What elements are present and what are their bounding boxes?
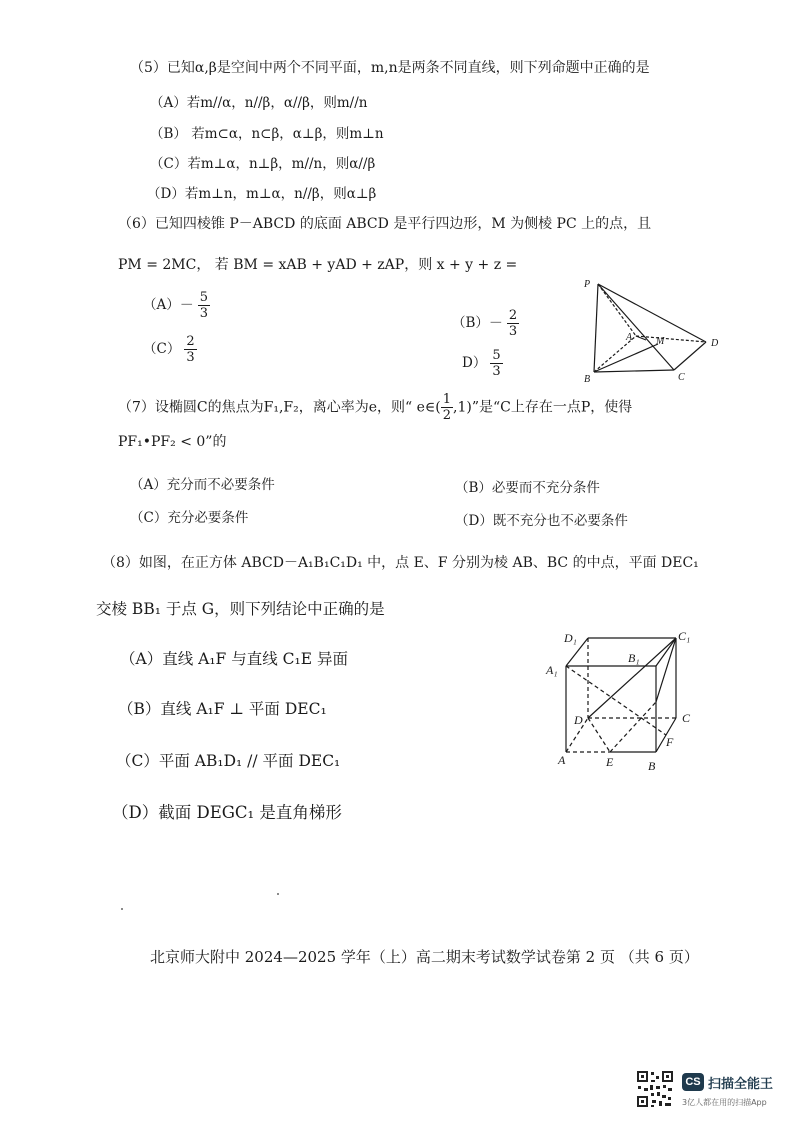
q6-option-d-den: 3	[492, 364, 501, 379]
pyramid-label-c: C	[678, 372, 685, 383]
scan-speck	[121, 908, 123, 910]
q6-stem-line2: PM = 2MC， 若 BM = xAB + yAD + zAP，则 x + y + z =	[118, 257, 518, 273]
q6-option-b-sign: －	[488, 315, 503, 332]
q6-option-a-label: （A）	[143, 297, 180, 313]
q6-option-a-num: 5	[199, 290, 209, 305]
q6-option-b-den: 3	[508, 324, 518, 339]
q6-option-c-num: 2	[186, 334, 195, 349]
cube-label-a: A	[558, 753, 566, 767]
qr-code-icon	[636, 1070, 674, 1108]
q8-option-a: （A）直线 A₁F 与直线 C₁E 异面	[120, 650, 348, 668]
q5-option-d: （D）若m⊥n，m⊥α，n//β，则α⊥β	[147, 186, 377, 202]
camscanner-badge: CS	[682, 1073, 704, 1091]
pyramid-figure	[578, 274, 728, 390]
q5-stem: （5）已知α,β是空间中两个不同平面，m,n是两条不同直线，则下列命题中正确的是	[130, 60, 650, 76]
q7-stem-line2: PF₁•PF₂ < 0”的	[118, 434, 227, 450]
q6-option-c-den: 3	[186, 350, 195, 365]
pyramid-label-p: P	[584, 279, 591, 290]
q7-option-a: （A）充分而不必要条件	[130, 477, 275, 493]
q5-option-c: （C）若m⊥α，n⊥β，m//n，则α//β	[150, 156, 376, 172]
q6-option-d-fraction	[490, 348, 502, 379]
q6-option-c-fraction	[184, 334, 196, 365]
q6-option-b-label: （B）	[452, 315, 489, 331]
q5-option-a: （A）若m//α，n//β，α//β，则m//n	[150, 95, 368, 111]
cube-figure	[530, 624, 710, 774]
camscanner-brand: 扫描全能王	[708, 1077, 774, 1092]
q6-option-d-num: 5	[492, 348, 501, 363]
pyramid-label-m: M	[656, 336, 665, 347]
cube-label-d: D	[574, 713, 583, 727]
q6-option-b	[452, 308, 519, 339]
q6-option-b-fraction	[507, 308, 519, 339]
q7-fraction-den: 2	[442, 408, 452, 423]
q6-option-d	[462, 348, 503, 379]
cube-label-e: E	[606, 755, 614, 769]
pyramid-label-d: D	[711, 338, 719, 349]
q6-option-c	[143, 334, 197, 365]
q6-stem-line1: （6）已知四棱锥 P－ABCD 的底面 ABCD 是平行四边形，M 为侧棱 PC 上的点，且	[118, 216, 652, 232]
cube-label-a1: A₁	[546, 663, 558, 677]
cube-label-b1: B₁	[628, 651, 640, 665]
q8-stem-line1: （8）如图，在正方体 ABCD－A₁B₁C₁D₁ 中，点 E、F 分别为棱 AB、BC 的中点，平面 DEC₁	[102, 555, 699, 571]
cube-label-f: F	[666, 735, 674, 749]
q8-option-d: （D）截面 DEGC₁ 是直角梯形	[112, 803, 342, 822]
page-footer: 北京师大附中 2024—2025 学年（上）高二期末考试数学试卷第 2 页 （共 6 页）	[150, 948, 699, 966]
q6-option-a	[143, 290, 210, 321]
q5-option-b: （B） 若m⊂α，n⊂β，α⊥β，则m⊥n	[150, 126, 384, 142]
scan-speck	[277, 893, 279, 895]
cube-label-c1: C₁	[678, 629, 691, 643]
q7-stem-b: ,1)”是“C上存在一点P，使得	[453, 399, 633, 416]
q6-option-c-label: （C）	[143, 341, 181, 357]
q7-fraction	[441, 392, 453, 423]
q6-option-a-fraction	[198, 290, 210, 321]
q6-option-a-den: 3	[199, 306, 209, 321]
pyramid-label-a: A	[626, 332, 633, 343]
q7-stem-a: （7）设椭圆C的焦点为F₁,F₂，离心率为e，则“ e∈(	[118, 399, 441, 416]
cube-label-d1: D₁	[564, 631, 577, 645]
q7-option-c: （C）充分必要条件	[130, 510, 249, 526]
q8-option-c: （C）平面 AB₁D₁ // 平面 DEC₁	[116, 752, 341, 770]
q7-option-b: （B）必要而不充分条件	[455, 480, 600, 496]
q8-option-b: （B）直线 A₁F ⊥ 平面 DEC₁	[118, 700, 327, 718]
cube-label-b: B	[648, 759, 656, 773]
q6-option-a-sign: －	[179, 297, 194, 314]
q7-fraction-num: 1	[442, 392, 452, 407]
cube-label-c: C	[682, 711, 691, 725]
q7-stem-line1	[118, 392, 632, 423]
q6-option-d-label: D）	[462, 355, 487, 371]
q6-option-b-num: 2	[508, 308, 518, 323]
camscanner-tagline: 3亿人都在用的扫描App	[682, 1098, 767, 1107]
q7-option-d: （D）既不充分也不必要条件	[455, 513, 628, 529]
pyramid-label-b: B	[584, 374, 591, 385]
q8-stem-line2: 交棱 BB₁ 于点 G，则下列结论中正确的是	[96, 600, 385, 618]
